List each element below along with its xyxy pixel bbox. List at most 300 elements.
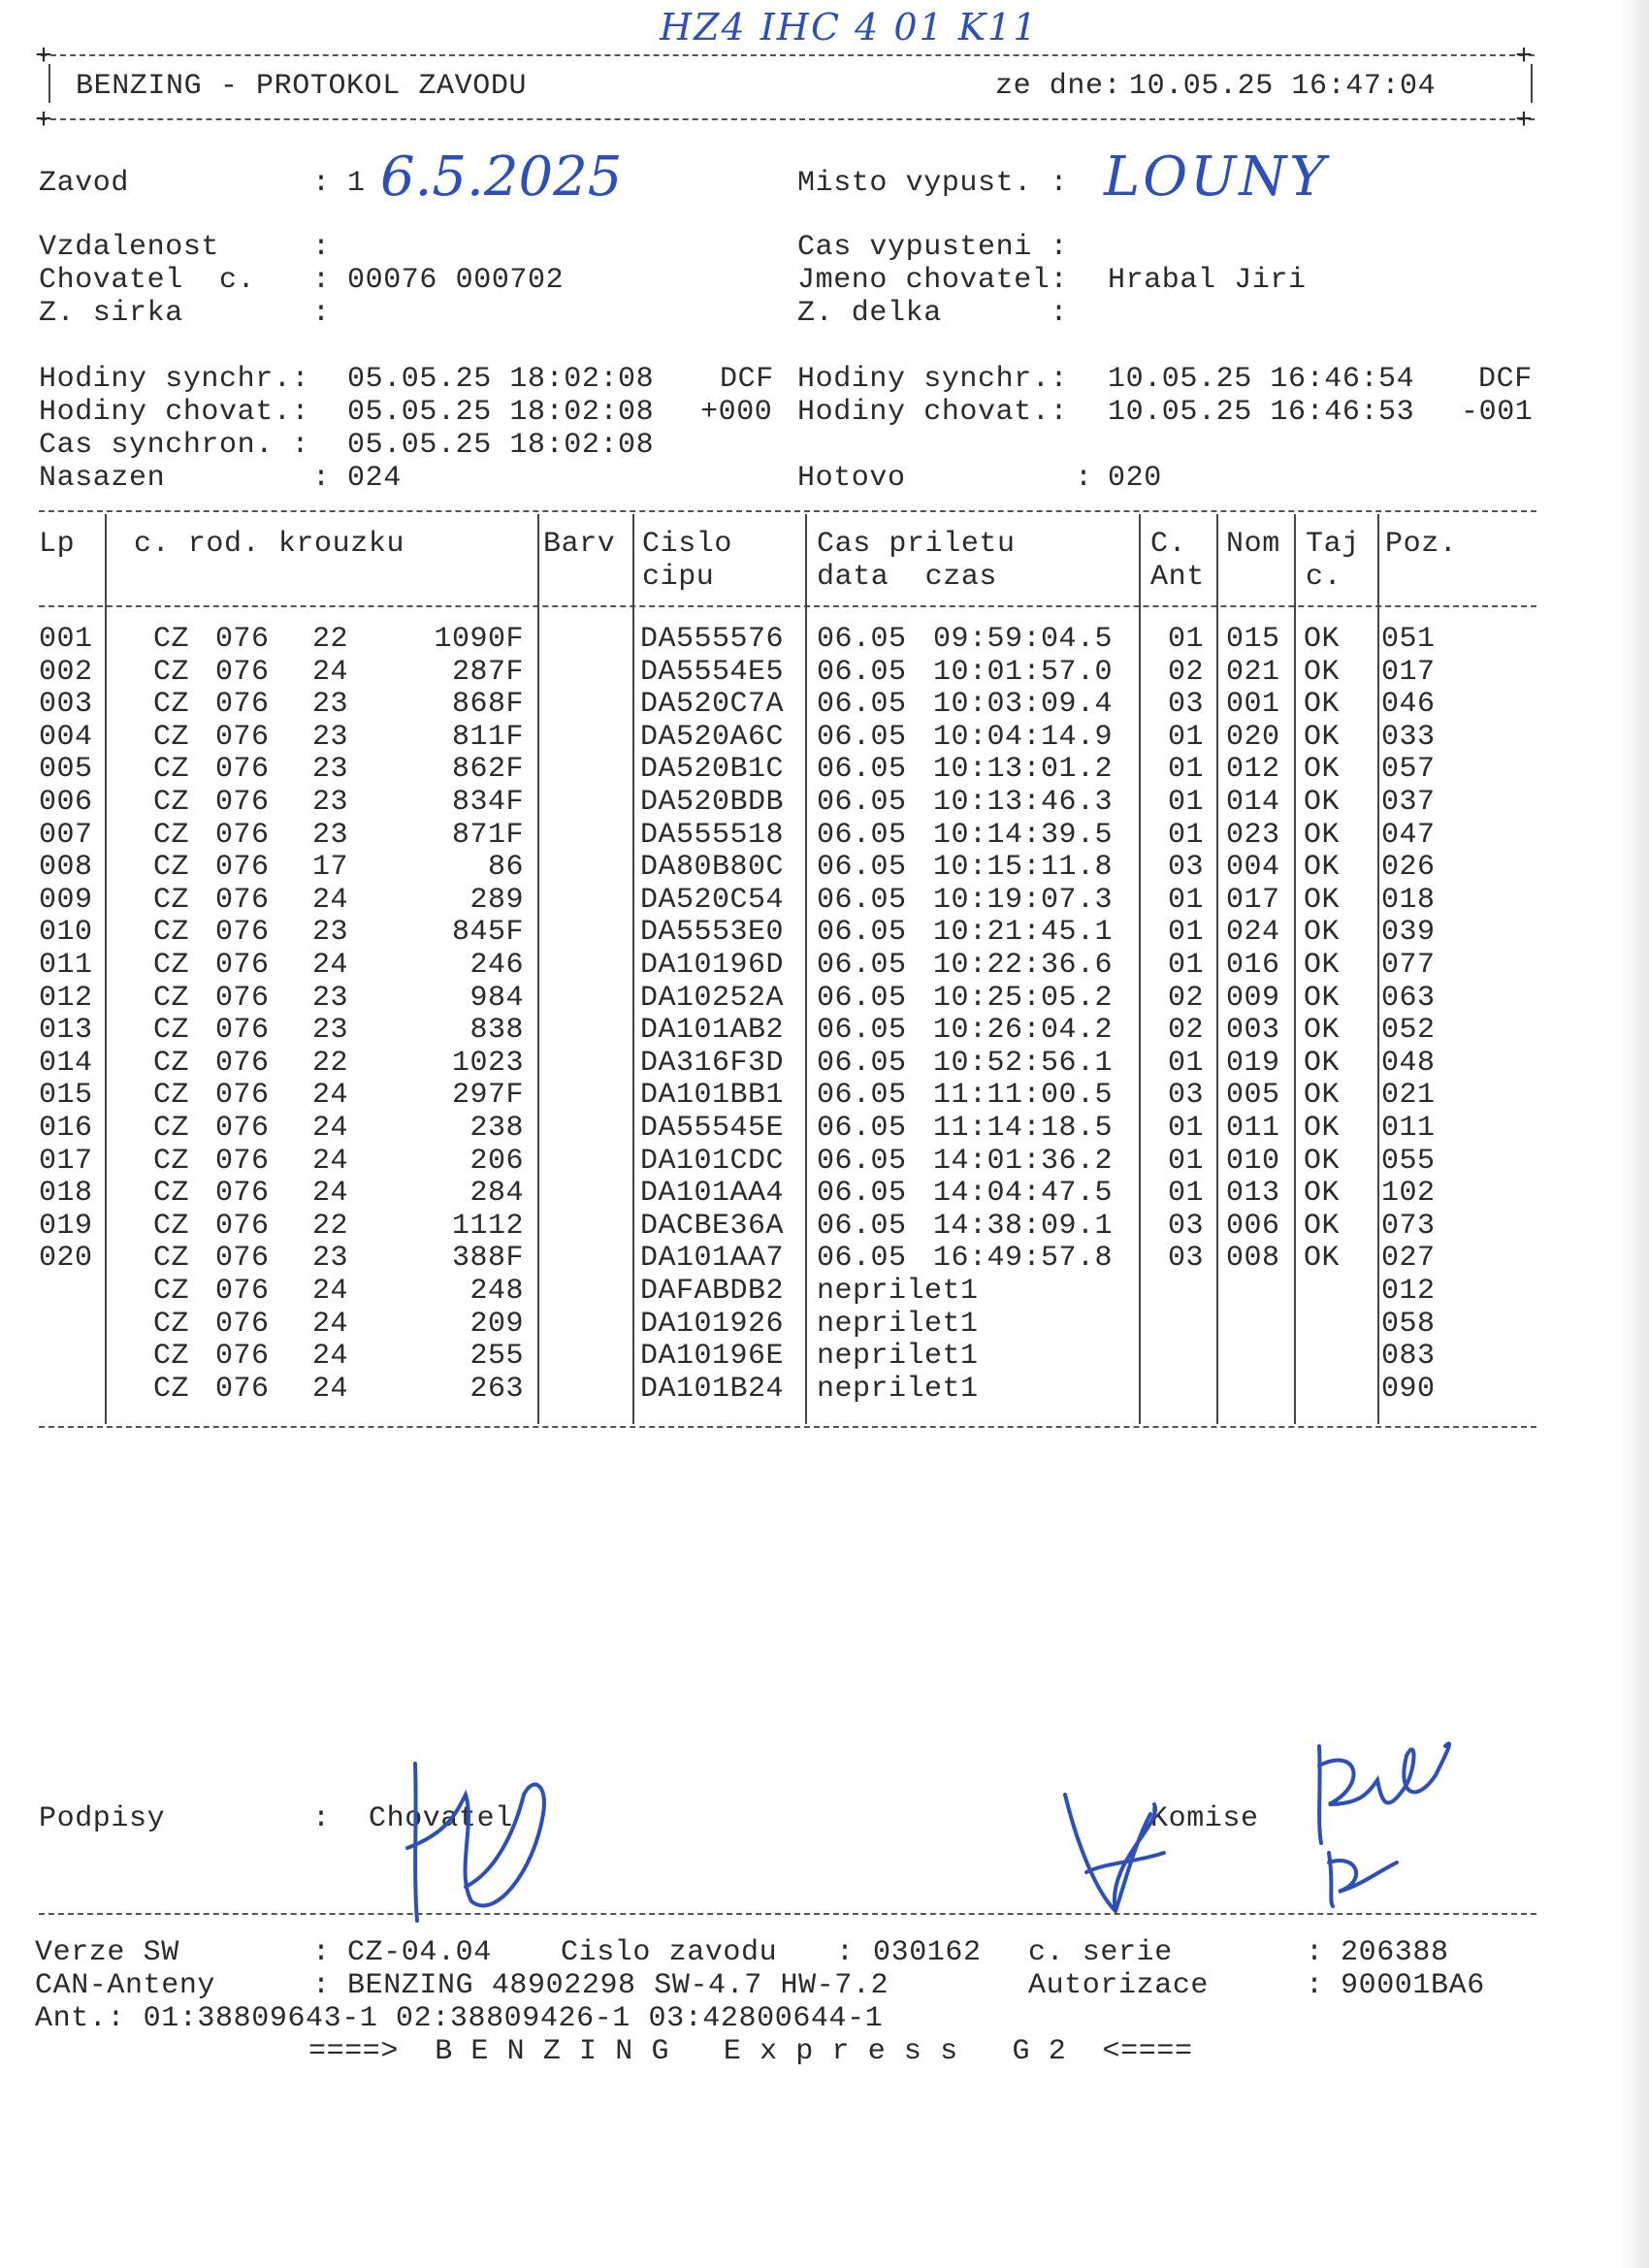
cas-synchron-label: Cas synchron. :: [39, 429, 310, 462]
th-ant-line2: Ant: [1150, 561, 1205, 594]
cell-cz: CZ: [153, 753, 190, 786]
cell-yr: 24: [312, 656, 349, 689]
cell-poz: 057: [1381, 753, 1436, 786]
cell-cz: CZ: [153, 1210, 190, 1243]
hodiny-chovat-value-right: 10.05.25 16:46:53: [1108, 396, 1415, 429]
cell-date: 06.05: [817, 656, 907, 689]
cell-taj: OK: [1304, 884, 1341, 917]
zavod-label: Zavod: [39, 167, 130, 200]
cell-poz: 073: [1381, 1210, 1436, 1243]
cell-date: 06.05: [817, 753, 907, 786]
cell-org: 076: [215, 1340, 270, 1373]
th-taj-line1: Taj: [1306, 528, 1360, 561]
cell-chip: DA520A6C: [640, 721, 785, 754]
cell-yr: 23: [312, 721, 349, 754]
cell-lp: 015: [39, 1079, 93, 1112]
cell-taj: OK: [1304, 1112, 1341, 1145]
can-anteny-value: BENZING 48902298 SW-4.7 HW-7.2: [347, 1969, 889, 2002]
cell-chip: DA316F3D: [640, 1047, 785, 1080]
serie-value: 206388: [1341, 1936, 1449, 1969]
cell-cz: CZ: [153, 623, 190, 656]
hodiny-synchr-source-left: DCF: [720, 363, 774, 396]
cell-chip: DA555518: [640, 819, 785, 852]
cell-nom: 020: [1226, 721, 1280, 754]
cell-num: 1112: [451, 1210, 524, 1243]
cell-time: 10:26:04.2: [933, 1014, 1114, 1047]
nasazen-colon: :: [312, 462, 331, 495]
cell-org: 076: [215, 949, 270, 982]
jmeno-chovatel-value: Hrabal Jiri: [1108, 264, 1307, 297]
cell-poz: 090: [1381, 1373, 1436, 1406]
cell-org: 076: [215, 1242, 270, 1275]
cell-poz: 046: [1381, 688, 1436, 721]
cell-date: neprilet1: [817, 1308, 979, 1341]
cell-chip: DA80B80C: [640, 851, 785, 884]
cell-ant: 01: [1168, 819, 1205, 852]
cell-lp: 011: [39, 949, 93, 982]
cell-org: 076: [215, 623, 270, 656]
cell-cz: CZ: [153, 1145, 190, 1178]
cell-date: 06.05: [817, 1145, 907, 1178]
cell-time: 10:52:56.1: [933, 1047, 1114, 1080]
cell-date: 06.05: [817, 1079, 907, 1112]
cell-taj: OK: [1304, 656, 1341, 689]
cell-poz: 026: [1381, 851, 1436, 884]
hodiny-chovat-diff-right: -001: [1461, 396, 1534, 429]
chovatel-cislo-label: Chovatel c.: [39, 264, 256, 297]
cell-date: 06.05: [817, 982, 907, 1015]
cell-ant: 01: [1168, 1145, 1205, 1178]
cell-date: 06.05: [817, 851, 907, 884]
header-left-border: [48, 64, 50, 103]
cell-cz: CZ: [153, 819, 190, 852]
cell-lp: 012: [39, 982, 93, 1015]
cell-chip: DACBE36A: [640, 1210, 785, 1243]
cell-ant: 02: [1168, 656, 1205, 689]
can-anteny-colon: :: [312, 1969, 331, 2002]
cell-poz: 083: [1381, 1340, 1436, 1373]
komise-signature-left: [1057, 1785, 1174, 1921]
cell-org: 076: [215, 1145, 270, 1178]
cell-ant: 01: [1168, 786, 1205, 819]
cell-num: 868F: [451, 688, 524, 721]
cell-date: 06.05: [817, 1242, 907, 1275]
cell-poz: 011: [1381, 1112, 1436, 1145]
cell-date: 06.05: [817, 1047, 907, 1080]
cell-date: 06.05: [817, 819, 907, 852]
cell-org: 076: [215, 819, 270, 852]
cell-chip: DA10252A: [640, 982, 785, 1015]
cell-org: 076: [215, 884, 270, 917]
cell-taj: OK: [1304, 1177, 1341, 1210]
vzdalenost-colon: :: [312, 231, 331, 264]
cell-time: 10:14:39.5: [933, 819, 1114, 852]
verze-sw-colon: :: [312, 1936, 331, 1969]
cell-poz: 017: [1381, 656, 1436, 689]
cell-yr: 24: [312, 1112, 349, 1145]
header-top-left-corner: +: [35, 41, 53, 74]
cell-cz: CZ: [153, 851, 190, 884]
zemepisna-sirka-colon: :: [312, 297, 331, 330]
cell-num: 984: [469, 982, 524, 1015]
cell-cz: CZ: [153, 949, 190, 982]
handwritten-zavod-date: 6.5.2025: [380, 146, 623, 209]
cell-taj: OK: [1304, 786, 1341, 819]
cell-yr: 23: [312, 916, 349, 949]
komise-signature-label: Komise: [1150, 1802, 1259, 1835]
cell-taj: OK: [1304, 688, 1341, 721]
cell-ant: 02: [1168, 982, 1205, 1015]
cell-yr: 22: [312, 623, 349, 656]
cell-chip: DAFABDB2: [640, 1275, 785, 1308]
cell-nom: 012: [1226, 753, 1280, 786]
cell-yr: 22: [312, 1210, 349, 1243]
handwritten-top-code: HZ4 IHC 4 01 K11: [660, 6, 1039, 49]
cell-yr: 17: [312, 851, 349, 884]
table-top-border: [39, 510, 1536, 512]
cell-time: 10:21:45.1: [933, 916, 1114, 949]
col-sep-taj: [1377, 514, 1379, 1424]
hodiny-chovat-label-right: Hodiny chovat.:: [797, 396, 1069, 429]
cell-ant: 03: [1168, 851, 1205, 884]
cell-date: 06.05: [817, 1112, 907, 1145]
cell-yr: 24: [312, 949, 349, 982]
cell-nom: 010: [1226, 1145, 1280, 1178]
autorizace-label: Autorizace: [1028, 1969, 1210, 2002]
cell-nom: 004: [1226, 851, 1280, 884]
cell-num: 297F: [451, 1079, 524, 1112]
cell-nom: 024: [1226, 916, 1280, 949]
chovatel-cislo-value: 00076 000702: [347, 264, 565, 297]
cell-cz: CZ: [153, 656, 190, 689]
cell-yr: 23: [312, 786, 349, 819]
cell-num: 209: [469, 1308, 524, 1341]
cell-ant: 01: [1168, 721, 1205, 754]
cell-num: 248: [469, 1275, 524, 1308]
cell-ant: 01: [1168, 1177, 1205, 1210]
cell-nom: 001: [1226, 688, 1280, 721]
cell-time: 10:25:05.2: [933, 982, 1114, 1015]
th-lp: Lp: [39, 528, 76, 561]
cell-taj: OK: [1304, 819, 1341, 852]
verze-sw-label: Verze SW: [35, 1936, 179, 1969]
hodiny-synchr-label-left: Hodiny synchr.:: [39, 363, 310, 396]
cell-chip: DA55545E: [640, 1112, 785, 1145]
cell-time: 10:03:09.4: [933, 688, 1114, 721]
cell-taj: OK: [1304, 916, 1341, 949]
cell-cz: CZ: [153, 721, 190, 754]
cell-num: 834F: [451, 786, 524, 819]
cell-yr: 23: [312, 688, 349, 721]
cell-date: 06.05: [817, 623, 907, 656]
cell-poz: 052: [1381, 1014, 1436, 1047]
cell-nom: 023: [1226, 819, 1280, 852]
cell-time: 10:22:36.6: [933, 949, 1114, 982]
cell-lp: 007: [39, 819, 93, 852]
cell-time: 14:38:09.1: [933, 1210, 1114, 1243]
cell-cz: CZ: [153, 1079, 190, 1112]
chovatel-signature-label: Chovatel: [369, 1802, 513, 1835]
cell-poz: 102: [1381, 1177, 1436, 1210]
cell-date: 06.05: [817, 884, 907, 917]
cell-num: 206: [469, 1145, 524, 1178]
cell-ant: 03: [1168, 688, 1205, 721]
cell-yr: 24: [312, 1373, 349, 1406]
cell-chip: DA5554E5: [640, 656, 785, 689]
cell-lp: 005: [39, 753, 93, 786]
cell-yr: 23: [312, 982, 349, 1015]
cell-taj: OK: [1304, 721, 1341, 754]
cell-num: 287F: [451, 656, 524, 689]
cell-cz: CZ: [153, 1112, 190, 1145]
serie-label: c. serie: [1028, 1936, 1173, 1969]
cell-time: 09:59:04.5: [933, 623, 1114, 656]
header-bottom-right-corner: +: [1515, 105, 1534, 138]
cell-poz: 047: [1381, 819, 1436, 852]
zavod-colon: :: [312, 167, 331, 200]
cell-chip: DA520BDB: [640, 786, 785, 819]
handwritten-misto: LOUNY: [1104, 146, 1329, 209]
cas-synchron-value: 05.05.25 18:02:08: [347, 429, 655, 462]
cell-lp: 020: [39, 1242, 93, 1275]
cell-org: 076: [215, 851, 270, 884]
cell-poz: 077: [1381, 949, 1436, 982]
zemepisna-delka-label: Z. delka :: [797, 297, 1069, 330]
cell-date: 06.05: [817, 916, 907, 949]
cell-org: 076: [215, 721, 270, 754]
autorizace-colon: :: [1306, 1969, 1324, 2002]
cell-taj: OK: [1304, 1242, 1341, 1275]
cell-num: 238: [469, 1112, 524, 1145]
cell-time: 14:01:36.2: [933, 1145, 1114, 1178]
cell-nom: 005: [1226, 1079, 1280, 1112]
cell-taj: OK: [1304, 949, 1341, 982]
cell-date: 06.05: [817, 1014, 907, 1047]
autorizace-value: 90001BA6: [1341, 1969, 1485, 2002]
hodiny-synchr-label-right: Hodiny synchr.:: [797, 363, 1069, 396]
cell-yr: 24: [312, 1145, 349, 1178]
cell-cz: CZ: [153, 982, 190, 1015]
header-right-border: [1531, 64, 1533, 103]
report-date-label: ze dne:: [995, 70, 1122, 103]
cell-cz: CZ: [153, 1373, 190, 1406]
th-nom: Nom: [1226, 528, 1280, 561]
cell-num: 263: [469, 1373, 524, 1406]
th-cislo-line2: cipu: [642, 561, 715, 594]
serie-colon: :: [1306, 1936, 1324, 1969]
cell-taj: OK: [1304, 982, 1341, 1015]
cell-nom: 009: [1226, 982, 1280, 1015]
cell-ant: 01: [1168, 916, 1205, 949]
vzdalenost-label: Vzdalenost: [39, 231, 220, 264]
cell-org: 076: [215, 1177, 270, 1210]
cell-time: 10:13:46.3: [933, 786, 1114, 819]
col-sep-barv: [632, 514, 634, 1424]
cell-org: 076: [215, 982, 270, 1015]
cell-yr: 24: [312, 1340, 349, 1373]
cell-lp: 014: [39, 1047, 93, 1080]
cell-time: 10:13:01.2: [933, 753, 1114, 786]
cell-poz: 027: [1381, 1242, 1436, 1275]
cell-time: 10:01:57.0: [933, 656, 1114, 689]
cell-lp: 009: [39, 884, 93, 917]
cell-lp: 010: [39, 916, 93, 949]
cell-cz: CZ: [153, 916, 190, 949]
cell-taj: OK: [1304, 1047, 1341, 1080]
cell-chip: DA10196D: [640, 949, 785, 982]
cell-chip: DA101CDC: [640, 1145, 785, 1178]
header-top-border: [41, 54, 1535, 56]
cell-nom: 017: [1226, 884, 1280, 917]
hodiny-synchr-value-left: 05.05.25 18:02:08: [347, 363, 655, 396]
th-krouzek: c. rod. krouzku: [134, 528, 405, 561]
cell-ant: 01: [1168, 949, 1205, 982]
th-barv: Barv: [543, 528, 616, 561]
brand-line: ====> B E N Z I N G E x p r e s s G 2 <====: [308, 2035, 1193, 2068]
header-top-right-corner: +: [1515, 41, 1534, 74]
cell-yr: 23: [312, 1014, 349, 1047]
zavod-value: 1: [347, 167, 366, 200]
scan-edge-shadow: [1620, 0, 1649, 2268]
cell-yr: 22: [312, 1047, 349, 1080]
th-cislo-line1: Cislo: [642, 528, 733, 561]
cell-chip: DA555576: [640, 623, 785, 656]
cell-taj: OK: [1304, 1079, 1341, 1112]
cell-taj: OK: [1304, 1210, 1341, 1243]
cell-num: 255: [469, 1340, 524, 1373]
cell-cz: CZ: [153, 884, 190, 917]
cell-date: 06.05: [817, 1210, 907, 1243]
komise-signature-right: [1300, 1727, 1474, 1911]
cell-date: 06.05: [817, 786, 907, 819]
misto-label: Misto vypust. :: [797, 167, 1069, 200]
cell-chip: DA101AB2: [640, 1014, 785, 1047]
cell-ant: 03: [1168, 1079, 1205, 1112]
nasazen-value: 024: [347, 462, 402, 495]
cell-chip: DA520C7A: [640, 688, 785, 721]
cell-yr: 24: [312, 1177, 349, 1210]
cell-nom: 006: [1226, 1210, 1280, 1243]
cell-poz: 055: [1381, 1145, 1436, 1178]
hodiny-chovat-diff-left: +000: [700, 396, 773, 429]
chovatel-cislo-colon: :: [312, 264, 331, 297]
podpisy-colon: :: [312, 1802, 331, 1835]
cell-org: 076: [215, 656, 270, 689]
hodiny-synchr-value-right: 10.05.25 16:46:54: [1108, 363, 1415, 396]
th-poz: Poz.: [1385, 528, 1458, 561]
cell-num: 86: [487, 851, 524, 884]
cell-lp: 018: [39, 1177, 93, 1210]
cell-time: 11:11:00.5: [933, 1079, 1114, 1112]
can-anteny-label: CAN-Anteny: [35, 1969, 216, 2002]
cell-ant: 03: [1168, 1242, 1205, 1275]
cell-taj: OK: [1304, 1145, 1341, 1178]
cell-cz: CZ: [153, 1014, 190, 1047]
cell-lp: 003: [39, 688, 93, 721]
protocol-title: BENZING - PROTOKOL ZAVODU: [76, 70, 528, 103]
report-date-value: 10.05.25 16:47:04: [1129, 70, 1437, 103]
cell-yr: 23: [312, 819, 349, 852]
cell-yr: 24: [312, 1079, 349, 1112]
cell-nom: 003: [1226, 1014, 1280, 1047]
cell-cz: CZ: [153, 786, 190, 819]
cell-num: 845F: [451, 916, 524, 949]
cell-yr: 23: [312, 1242, 349, 1275]
verze-sw-value: CZ-04.04: [347, 1936, 492, 1969]
cell-taj: OK: [1304, 851, 1341, 884]
cell-org: 076: [215, 1014, 270, 1047]
cell-date: 06.05: [817, 688, 907, 721]
hotovo-value: 020: [1108, 462, 1162, 495]
cell-yr: 23: [312, 753, 349, 786]
cell-yr: 24: [312, 1308, 349, 1341]
cell-lp: 019: [39, 1210, 93, 1243]
footer-top-border: [39, 1913, 1536, 1915]
cell-time: 11:14:18.5: [933, 1112, 1114, 1145]
cell-num: 1090F: [434, 623, 524, 656]
cell-date: 06.05: [817, 721, 907, 754]
cell-chip: DA101B24: [640, 1373, 785, 1406]
hodiny-synchr-source-right: DCF: [1478, 363, 1533, 396]
cell-time: 10:15:11.8: [933, 851, 1114, 884]
col-sep-nom: [1294, 514, 1296, 1424]
table-header-border: [39, 605, 1536, 607]
cislo-zavodu-value: 030162: [873, 1936, 982, 1969]
chovatel-signature: [388, 1756, 592, 1930]
cell-chip: DA101BB1: [640, 1079, 785, 1112]
th-cas-line1: Cas priletu: [817, 528, 1016, 561]
cell-lp: 002: [39, 656, 93, 689]
cell-cz: CZ: [153, 688, 190, 721]
cas-vypusteni-label: Cas vypusteni :: [797, 231, 1069, 264]
cell-poz: 039: [1381, 916, 1436, 949]
nasazen-label: Nasazen: [39, 462, 166, 495]
cell-chip: DA5553E0: [640, 916, 785, 949]
cell-org: 076: [215, 1079, 270, 1112]
cell-nom: 021: [1226, 656, 1280, 689]
cell-num: 871F: [451, 819, 524, 852]
cell-taj: OK: [1304, 1014, 1341, 1047]
cell-date: neprilet1: [817, 1275, 979, 1308]
cell-lp: 001: [39, 623, 93, 656]
cell-poz: 021: [1381, 1079, 1436, 1112]
cell-num: 388F: [451, 1242, 524, 1275]
cell-poz: 051: [1381, 623, 1436, 656]
cell-nom: 011: [1226, 1112, 1280, 1145]
cell-cz: CZ: [153, 1340, 190, 1373]
cell-taj: OK: [1304, 753, 1341, 786]
cell-nom: 019: [1226, 1047, 1280, 1080]
cell-date: neprilet1: [817, 1340, 979, 1373]
cell-chip: DA101926: [640, 1308, 785, 1341]
col-sep-cislo: [805, 514, 807, 1424]
cell-poz: 018: [1381, 884, 1436, 917]
cell-org: 076: [215, 1210, 270, 1243]
col-sep-lp: [105, 514, 107, 1424]
cell-yr: 24: [312, 1275, 349, 1308]
cislo-zavodu-label: Cislo zavodu: [561, 1936, 778, 1969]
cell-lp: 016: [39, 1112, 93, 1145]
cell-ant: 01: [1168, 884, 1205, 917]
cell-yr: 24: [312, 884, 349, 917]
cell-org: 076: [215, 1275, 270, 1308]
cell-cz: CZ: [153, 1242, 190, 1275]
cell-date: 06.05: [817, 949, 907, 982]
cell-num: 838: [469, 1014, 524, 1047]
cell-lp: 017: [39, 1145, 93, 1178]
cell-time: 14:04:47.5: [933, 1177, 1114, 1210]
hotovo-colon: :: [1075, 462, 1093, 495]
